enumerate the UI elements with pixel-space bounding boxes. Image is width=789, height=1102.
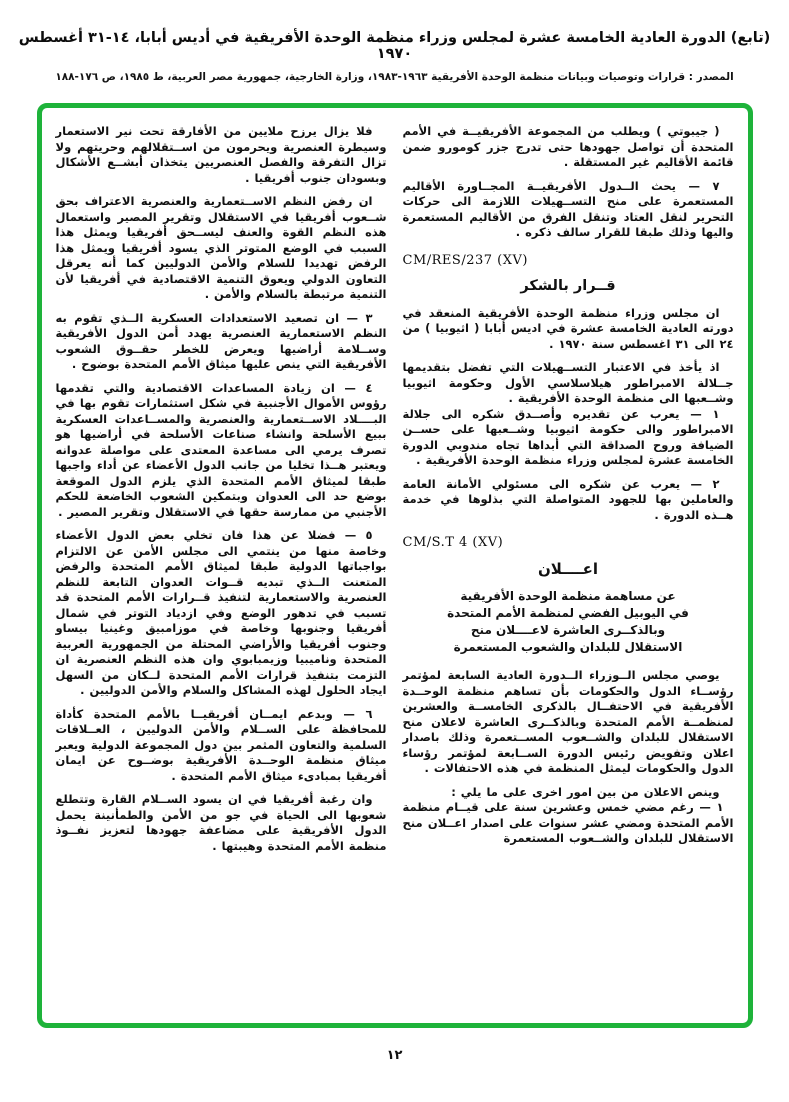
paragraph-considering: اذ يأخذ في الاعتبار التســهيلات التي تفضل بتقديمها جــلالة الامبراطور هيلاسلاسي الأول وحكومة اثيوبيا وشــعبها الى منظمة الوحدة الأفريقية . (402, 360, 734, 405)
resolution-heading-thanks: قــرار بالشكر (520, 277, 616, 294)
paragraph-declaration-item-1: ١ — رغم مضي خمس وعشرين سنة على قيــام منظمة الأمم المتحدة ومضي عشر سنوات على اصدار اعــلان منح الاستقلال للبلدان والشــعوب المستعمرة (402, 800, 734, 845)
paragraph-thanks-2: ٢ — يعرب عن شكره الى مسئولي الأمانة العامة والعاملين بها للجهود المتواصلة التي بذلوها في خدمة هــذه الدورة . (402, 476, 734, 522)
declaration-subtitle (403, 588, 734, 656)
doc-ref-cm-st-4: CM/S.T 4 (XV) (402, 535, 504, 550)
session-title: (تابع) الدورة العادية الخامسة عشرة لمجلس وزراء منظمة الوحدة الأفريقية في أديس أبابا، ١٤-٣١ أغسطس ١٩٧٠ (18, 30, 771, 62)
paragraph-item-5: ٥ — فضلا عن هذا فان تخلي بعض الدول الأعضاء وخاصة منها من ينتمي الى مجلس الأمن عن الالتزام بواجباتها الدولية طبقا لميثاق الأمم المتحدة والرفض المتعنت الــذي تبديه قــوات العدوان التابعة للنظم العنصرية والاستعمارية لتنفيذ قــرارات الأمم المتحدة قد تسبب في تدهور الوضع وفي ازدياد التوتر في شمال أفريقيا وجنوبها وخاصة في موزامبيق وغينيا بيساو وجنوب أفريقيا والأراضي المحتلة من الجمهورية العربية المتحدة وناميبيا وزيمبابوي وان هذه النظم العنصرية ان التزمت بتنفيذ قرارات الأمم المتحدة لــكان من السهل ايجاد الحلول لهذه المشاكل والسلام والأمن الدوليين . (55, 528, 387, 697)
declaration-subtitle-line-3: وبالذكــرى العاشرة لاعــــلان منح (470, 623, 666, 637)
paragraph-recommendation: يوصي مجلس الــوزراء الــدورة العادية السابعة لمؤتمر رؤســاء الدول والحكومات بأن تساهم منظمة الوحــدة الأفريقية في الاحتفــال بالذكرى الخامســة والعشرين لمنظمــة الأمم المتحدة وبالذكــرى العاشرة لاعلان منح الاستقلال للبلدان والشــعوب المســتعمرة وذلك باصدار اعلان وتفويض رئيس الدورة الســابعة لمؤتمر رؤساء الدول والحكومات ليمثل المنظمة في هذه الاحتفالات . (402, 668, 734, 775)
green-content-frame (37, 103, 753, 1028)
paragraph-declaration-states: وينص الاعلان من بين امور اخرى على ما يلي : (451, 784, 720, 799)
column-right (403, 124, 734, 1015)
column-left (56, 124, 387, 1015)
paragraph-africa-desire: وان رغبة أفريقيا في ان يسود الســلام القارة وتتطلع شعوبها الى الحياة في جو من الأمن والطمأنينة يحمل الدول الأفريقية على مضاعفة جهودها لتعزيز نفــوذ منظمة الأمم المتحدة وهيبتها . (55, 792, 387, 853)
page-header (0, 30, 789, 83)
paragraph-council-session: ان مجلس وزراء منظمة الوحدة الأفريقية المنعقد في دورته العادية الخامسة عشرة في اديس أبابا ( اثيوبيا ) من ٢٤ الى ٣١ اغسطس سنة ١٩٧٠ . (402, 305, 734, 351)
page-footer (0, 1044, 789, 1063)
declaration-subtitle-line-2: في اليوبيل الفضي لمنظمة الأمم المتحدة (447, 606, 689, 620)
paragraph-refusal-regimes: ان رفض النظم الاســتعمارية والعنصرية الاعتراف بحق شــعوب أفريقيا في الاستقلال وتقرير المصير واستعمال هذه النظم القوة والعنف ليســحق أفريقيا ويمثل هذا السبب في الوضع المتوتر الذي يسود أفريقيا ويمثل هذا الرفض تهديدا للسلام والأمن الدوليين كما أنه يعرقل التعاون الدولي ويعوق التنمية الاقتصادية في أفريقيا لأن التنمية مرتبطة بالسلام والأمن . (55, 194, 387, 301)
paragraph-item-6: ٦ — وبدعم ايمــان أفريقيــا بالأمم المتحدة كأداة للمحافظة على الســلام والأمن الدوليين ، العــلاقات السلمية والتعاون المثمر بين دول المجموعة الدولية ويعبر ميثاق منظمة الوحــدة الأفريقية بوضــوح عن ايمان أفريقيا بمبادىء ميثاق الأمم المتحدة . (55, 706, 387, 783)
declaration-subtitle-line-4: الاستقلال للبلدان والشعوب المستعمرة (453, 640, 683, 654)
paragraph-item-4: ٤ — ان زيادة المساعدات الاقتصادية والتي تقدمها رؤوس الأموال الأجنبية في شكل استثمارات تقوم بها في البــــلاد الاســتعمارية والعنصرية والمســاعدات العسكرية ببيع الأسلحة وانشاء صناعات الأسلحة في أراضيها هو تصرف يرمي الى مساعدة المعتدى على مواصلة عدوانه ويعتبر هــذا تخليا من جانب الدول الأعضاء عن أداء واجبها طبقا لميثاق الأمم المتحدة الذي يلزم الدول الموقعة بوضع حد الى العدوان وبتمكين الشعوب الخاضعة للحكم الأجنبي من ممارسة حقها في الاستقلال وتقرير المصير . (55, 380, 387, 519)
source-citation: المصدر : قرارات وتوصيات وبيانات منظمة الوحدة الأفريقية ١٩٦٣-١٩٨٣، وزارة الخارجية، جمهورية مصر العربية، ط ١٩٨٥، ص ١٧٦-١٨٨ (55, 71, 734, 83)
page-number: ١٢ (386, 1048, 403, 1063)
paragraph-item-7: ٧ — يحث الــدول الأفريقيــة المجــاورة الأقاليم المستعمرة على منح التســهيلات اللازمة الى حركات التحرير لنقل العتاد وتنقل الفرق من الأقاليم المستعمرة واليها وذلك طبقا للقرار سالف ذكره . (402, 178, 734, 239)
paragraph-item-3: ٣ — ان تصعيد الاستعدادات العسكرية الــذي تقوم به النظم الاستعمارية العنصرية يهدد أمن الدول الأفريقية وســلامة أراضيها ويعرض للخطر حقــوق الشعوب الأفريقية التي ينص عليها ميثاق الأمم المتحدة بوضوح . (55, 310, 387, 371)
paragraph-thanks-1: ١ — يعرب عن تقديره وأصــدق شكره الى جلالة الامبراطور والى حكومة اثيوبيا وشــعبها على حســن الضيافة وروح الصداقة التي أبداها تجاه مندوبي الدورة الخامسة عشرة لمجلس وزراء منظمة الوحدة الأفريقية . (402, 406, 734, 467)
declaration-subtitle-line-1: عن مساهمة منظمة الوحدة الأفريقية (460, 589, 676, 603)
doc-ref-cm-res-237: CM/RES/237 (XV) (402, 252, 528, 268)
declaration-heading: اعــــلان (537, 560, 599, 578)
paragraph-djibouti: ( جيبوتي ) ويطلب من المجموعة الأفريقيــة في الأمم المتحدة أن تواصل جهودها حتى تدرج جزر كومورو ضمن قائمة الأقاليم غير المستقلة . (402, 124, 734, 169)
paragraph-millions-colonialism: فلا يزال يرزح ملايين من الأفارقة تحت نير الاستعمار وسيطرة العنصرية ويحرمون من اســتقلالهم وحريتهم ولا تزال التفرقة والفصل العنصريين يتخذان أبشــع الأشكال وبسودان جنوب أفريقيا . (55, 124, 387, 185)
